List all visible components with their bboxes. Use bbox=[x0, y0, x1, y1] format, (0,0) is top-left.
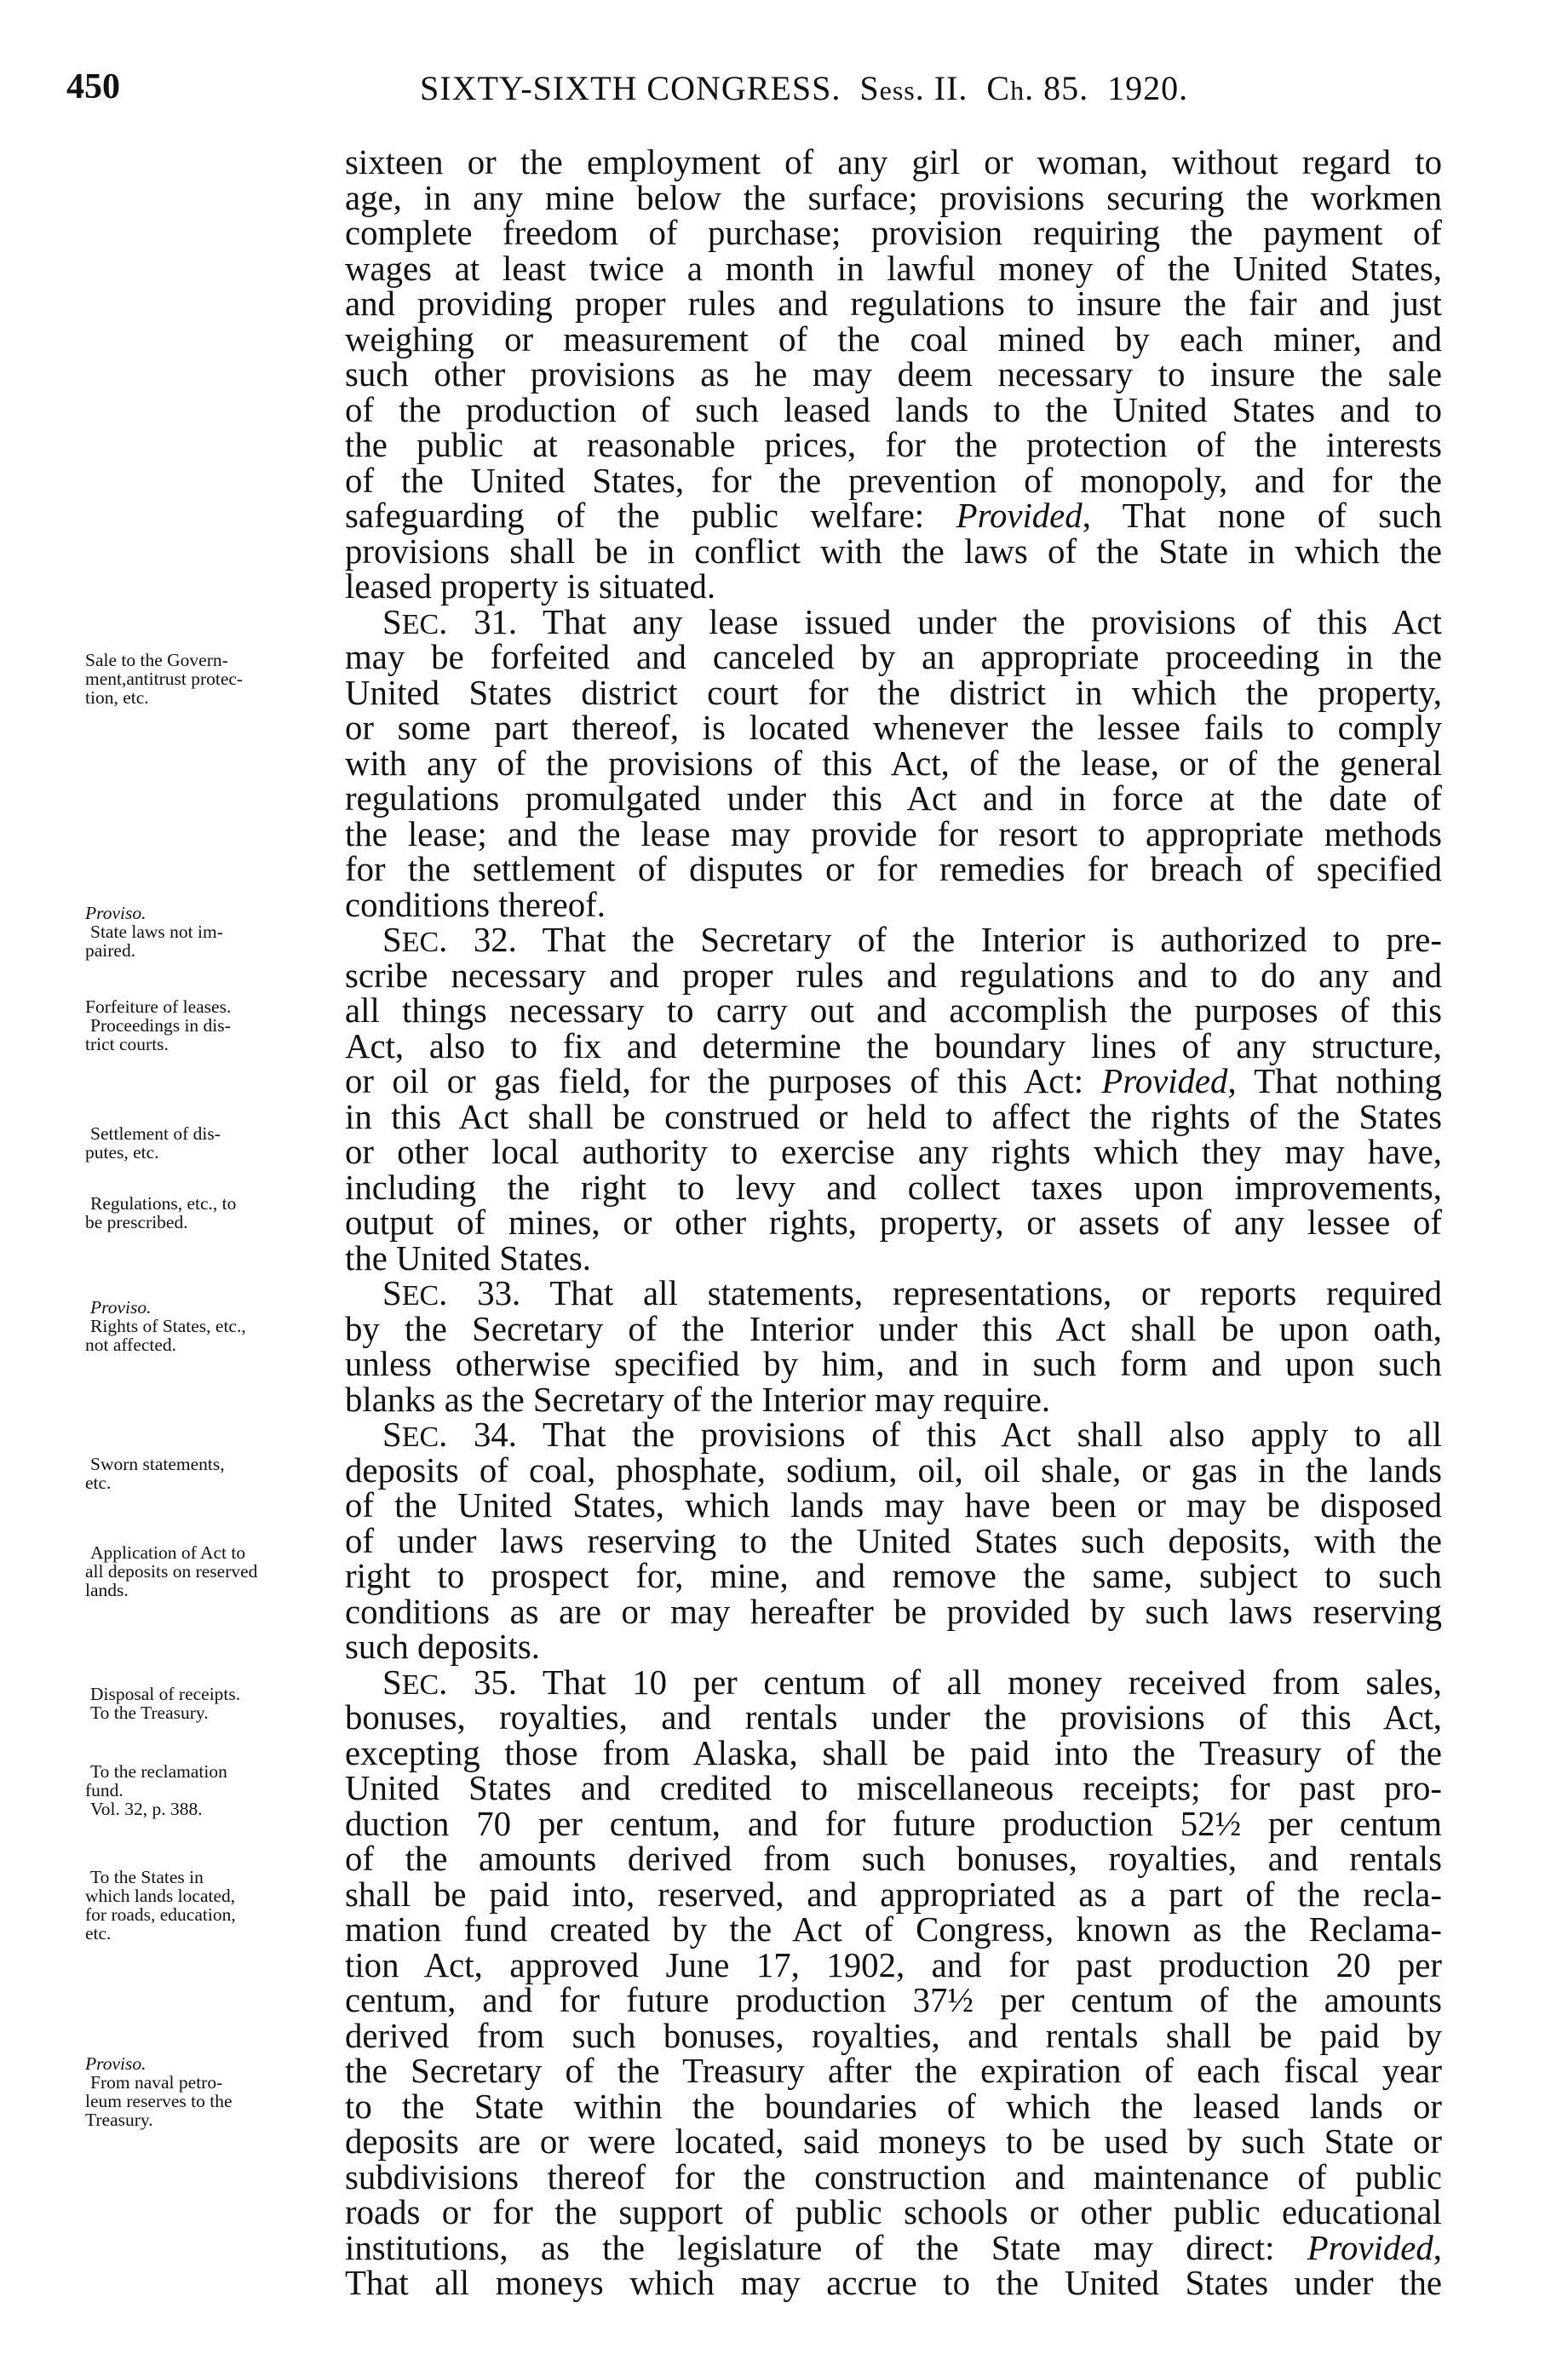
body-line: the lease; and the lease may provide for resort to appropriate methods bbox=[345, 814, 1442, 853]
page-number: 450 bbox=[66, 67, 120, 106]
body-line: centum, and for future production 37½ per centum of the amounts bbox=[345, 1981, 1442, 2019]
running-head-chapter-abbr: Ch. bbox=[986, 69, 1035, 107]
margin-note-proviso-rights bbox=[85, 1298, 341, 1354]
margin-note-line: To the reclamation bbox=[90, 1761, 227, 1782]
margin-note-line: Proviso. bbox=[90, 1297, 152, 1318]
body-line: such deposits. bbox=[345, 1628, 540, 1666]
margin-note-line: Treasury. bbox=[85, 2110, 153, 2130]
running-head-session-abbr: Sess. bbox=[859, 69, 925, 107]
margin-note-line: Proceedings in dis- bbox=[90, 1015, 231, 1036]
body-line: weighing or measurement of the coal mined by each miner, and bbox=[345, 319, 1442, 359]
margin-note-line: which lands located, bbox=[85, 1886, 236, 1906]
body-line: including the right to levy and collect taxes upon improvements, bbox=[345, 1168, 1442, 1207]
margin-note-line: Sale to the Govern- bbox=[85, 650, 228, 670]
body-line: of the United States, for the prevention of monopoly, and for the bbox=[345, 461, 1442, 500]
margin-note-line: Rights of States, etc., bbox=[90, 1316, 246, 1336]
body-line: such other provisions as he may deem necessary to insure the sale bbox=[345, 355, 1442, 393]
body-line: for the settlement of disputes or for remedies for breach of specified bbox=[345, 850, 1442, 888]
body-line: and providing proper rules and regulations to insure the fair and just bbox=[345, 284, 1442, 323]
running-head-session-num: II. bbox=[933, 69, 968, 107]
body-line: shall be paid into, reserved, and appropriated as a part of the recla- bbox=[345, 1875, 1442, 1914]
margin-note-line: To the States in bbox=[90, 1867, 204, 1887]
body-line: with any of the provisions of this Act, of the lease, or of the general bbox=[345, 744, 1442, 783]
body-line: SEC. 34. That the provisions of this Act shall also apply to all bbox=[382, 1415, 1442, 1454]
margin-note-line: Settlement of dis- bbox=[90, 1123, 221, 1144]
body-line: scribe necessary and proper rules and regulations and to do any and bbox=[345, 956, 1442, 995]
body-line: That all moneys which may accrue to the United States under the bbox=[345, 2264, 1442, 2302]
margin-note-sworn-statements bbox=[85, 1455, 341, 1492]
body-line: to the State within the boundaries of which the leased lands or bbox=[345, 2087, 1442, 2126]
margin-note-line: Vol. 32, p. 388. bbox=[90, 1799, 203, 1819]
body-line: or some part thereof, is located whenever the lessee fails to comply bbox=[345, 709, 1442, 747]
body-line: right to prospect for, mine, and remove the same, subject to such bbox=[345, 1557, 1442, 1595]
margin-note-line: To the Treasury. bbox=[90, 1703, 209, 1723]
margin-note-line: lands. bbox=[85, 1580, 129, 1600]
margin-note-reclamation bbox=[85, 1762, 341, 1818]
body-line: roads or for the support of public schools or other public educational bbox=[345, 2193, 1442, 2231]
body-line: United States district court for the district in which the property, bbox=[345, 673, 1442, 712]
body-line: duction 70 per centum, and for future production 52½ per centum bbox=[345, 1804, 1442, 1843]
margin-note-to-the-states bbox=[85, 1868, 341, 1943]
body-line: conditions thereof. bbox=[345, 885, 606, 924]
body-line: sixteen or the employment of any girl or woman, without regard to bbox=[345, 143, 1442, 181]
margin-note-line: for roads, education, bbox=[85, 1904, 236, 1925]
margin-note-settlement bbox=[85, 1124, 341, 1162]
body-line: SEC. 33. That all statements, representations, or reports required bbox=[382, 1274, 1442, 1312]
body-line: or other local authority to exercise any rights which they may have, bbox=[345, 1133, 1442, 1171]
margin-note-sale-to-government bbox=[85, 651, 341, 707]
margin-note-line: State laws not im- bbox=[90, 922, 223, 942]
margin-note-line: etc. bbox=[85, 1923, 112, 1944]
body-line: SEC. 31. That any lease issued under the provisions of this Act bbox=[382, 602, 1442, 641]
body-line: the public at reasonable prices, for the protection of the interests bbox=[345, 426, 1442, 464]
body-line: excepting those from Alaska, shall be paid into the Treasury of the bbox=[345, 1733, 1442, 1772]
margin-note-line: be prescribed. bbox=[85, 1212, 188, 1232]
margin-note-line: Regulations, etc., to bbox=[90, 1193, 237, 1214]
margin-note-line: not affected. bbox=[85, 1335, 177, 1355]
body-line: subdivisions thereof for the construction and maintenance of public bbox=[345, 2157, 1442, 2196]
body-line: derived from such bonuses, royalties, and rentals shall be paid by bbox=[345, 2016, 1442, 2055]
margin-note-line: fund. bbox=[85, 1780, 123, 1800]
body-line: or oil or gas field, for the purposes of this Act: Provided, That nothing bbox=[345, 1062, 1442, 1100]
margin-note-line: etc. bbox=[85, 1473, 112, 1493]
body-line: may be forfeited and canceled by an appropriate proceeding in the bbox=[345, 638, 1442, 676]
body-line: mation fund created by the Act of Congress, known as the Reclama- bbox=[345, 1910, 1442, 1949]
body-line: the United States. bbox=[345, 1238, 591, 1278]
body-line: tion Act, approved June 17, 1902, and for past production 20 per bbox=[345, 1945, 1442, 1984]
margin-note-proviso-naval bbox=[85, 2054, 341, 2129]
running-head-chapter-num: 85. bbox=[1043, 69, 1089, 107]
body-line: wages at least twice a month in lawful money of the United States, bbox=[345, 249, 1442, 288]
margin-note-line: Proviso. bbox=[85, 903, 146, 923]
body-line: provisions shall be in conflict with the laws of the State in which the bbox=[345, 531, 1442, 571]
body-line: output of mines, or other rights, property, or assets of any lessee of bbox=[345, 1203, 1442, 1242]
margin-note-line: putes, etc. bbox=[85, 1142, 159, 1163]
body-line: age, in any mine below the surface; provisions securing the workmen bbox=[345, 178, 1442, 217]
running-head-congress: SIXTY-SIXTH CONGRESS. bbox=[420, 69, 841, 107]
margin-note-proviso-state-laws bbox=[85, 904, 341, 960]
margin-note-line: tion, etc. bbox=[85, 687, 149, 708]
margin-note-line: Application of Act to bbox=[90, 1542, 246, 1563]
body-line: deposits are or were located, said moneys to be used by such State or bbox=[345, 2122, 1442, 2161]
body-line: United States and credited to miscellaneous receipts; for past pro- bbox=[345, 1769, 1442, 1807]
page-header bbox=[66, 66, 1438, 126]
body-line: of the production of such leased lands to the United States and to bbox=[345, 390, 1442, 429]
body-line: unless otherwise specified by him, and in such form and upon such bbox=[345, 1345, 1442, 1383]
body-line: all things necessary to carry out and accomplish the purposes of this bbox=[345, 991, 1442, 1030]
margin-note-line: leum reserves to the bbox=[85, 2091, 233, 2111]
margin-note-line: ment,antitrust protec- bbox=[85, 669, 244, 689]
body-line: SEC. 35. That 10 per centum of all money received from sales, bbox=[382, 1662, 1442, 1702]
margin-note-line: Disposal of receipts. bbox=[90, 1684, 241, 1704]
body-line: of under laws reserving to the United States such deposits, with the bbox=[345, 1521, 1442, 1560]
margin-note-regulations bbox=[85, 1194, 341, 1232]
margin-note-disposal bbox=[85, 1685, 341, 1722]
body-line: of the United States, which lands may have been or may be disposed bbox=[345, 1486, 1442, 1525]
body-line: deposits of coal, phosphate, sodium, oil, oil shale, or gas in the lands bbox=[345, 1450, 1442, 1490]
body-line: of the amounts derived from such bonuses, royalties, and rentals bbox=[345, 1840, 1442, 1878]
running-head-year: 1920. bbox=[1107, 69, 1189, 107]
body-line: bonuses, royalties, and rentals under the provisions of this Act, bbox=[345, 1698, 1442, 1737]
body-line: Act, also to fix and determine the boundary lines of any structure, bbox=[345, 1026, 1442, 1065]
running-head bbox=[420, 68, 1188, 108]
margin-note-line: all deposits on reserved bbox=[85, 1561, 258, 1582]
margin-note-line: paired. bbox=[85, 940, 136, 961]
body-line: conditions as are or may hereafter be provided by such laws reserving bbox=[345, 1592, 1442, 1631]
body-line: by the Secretary of the Interior under this Act shall be upon oath, bbox=[345, 1309, 1442, 1348]
body-line: in this Act shall be construed or held to affect the rights of the States bbox=[345, 1097, 1442, 1136]
body-line: leased property is situated. bbox=[345, 567, 716, 606]
body-line: the Secretary of the Treasury after the expiration of each fiscal year bbox=[345, 2052, 1442, 2090]
margin-note-forfeiture bbox=[85, 997, 341, 1054]
margin-note-line: From naval petro- bbox=[90, 2072, 223, 2093]
body-line: institutions, as the legislature of the State may direct: Provided, bbox=[345, 2228, 1442, 2267]
body-line: safeguarding of the public welfare: Provided, That none of such bbox=[345, 497, 1442, 535]
margin-note-application bbox=[85, 1543, 341, 1599]
margin-note-line: trict courts. bbox=[85, 1034, 169, 1054]
margin-note-line: Proviso. bbox=[85, 2053, 146, 2074]
body-line: blanks as the Secretary of the Interior may require. bbox=[345, 1380, 1051, 1419]
body-line: regulations promulgated under this Act and in force at the date of bbox=[345, 779, 1442, 818]
body-text bbox=[345, 145, 1442, 2325]
margin-note-line: Forfeiture of leases. bbox=[85, 996, 232, 1017]
body-line: complete freedom of purchase; provision requiring the payment of bbox=[345, 214, 1442, 252]
margin-note-line: Sworn statements, bbox=[90, 1454, 225, 1474]
body-line: SEC. 32. That the Secretary of the Interior is authorized to pre- bbox=[382, 921, 1442, 959]
